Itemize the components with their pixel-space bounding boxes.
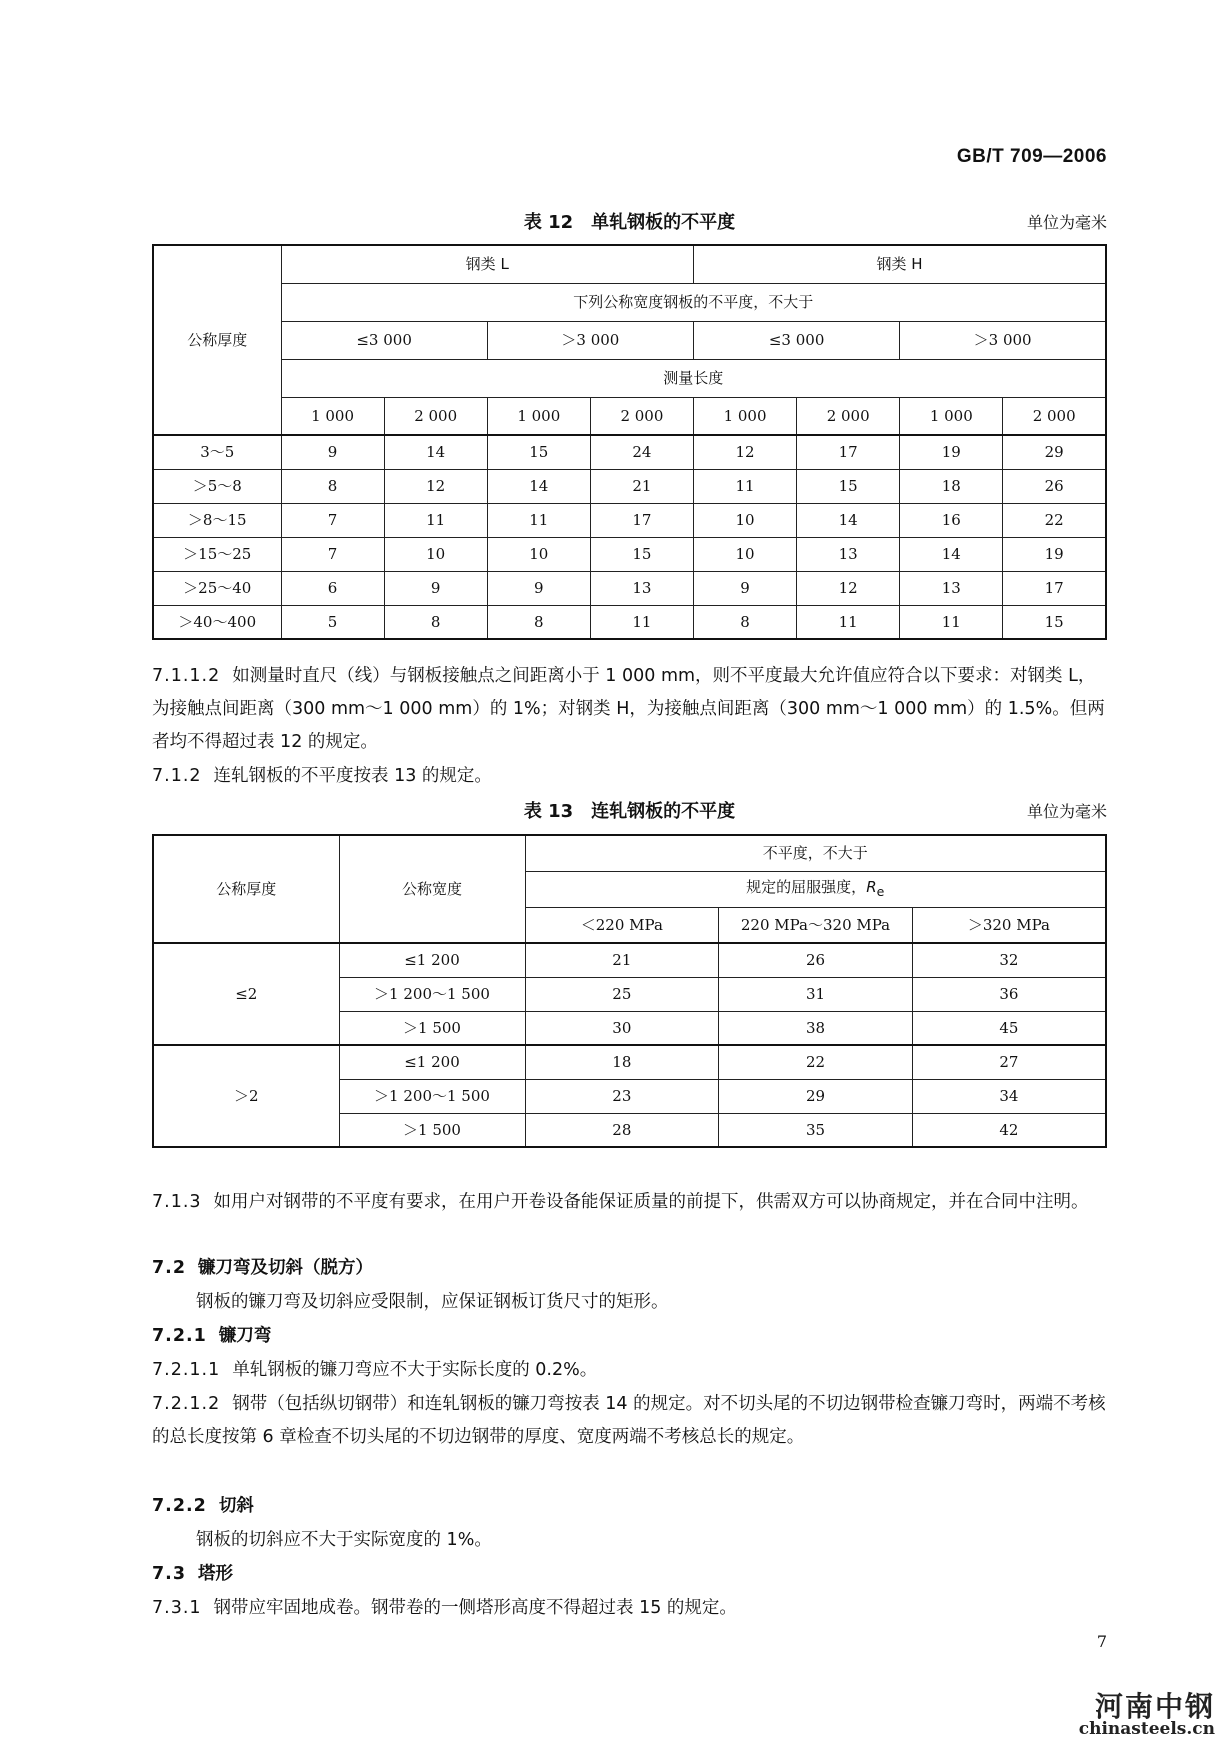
table12-value-cell: 22 [1003,503,1106,537]
table12-width-cell: ＞3 000 [487,321,693,359]
table12-value-cell: 17 [797,435,900,469]
table13-caption-row [152,797,1107,827]
table12-length-cell: 2 000 [384,397,487,435]
table13-value-cell: 25 [525,977,719,1011]
table12-length-cell: 1 000 [900,397,1003,435]
heading-number: 7.2 [152,1258,187,1278]
table12-body [153,435,1106,639]
table12-steel-h-header: 钢类 H [694,245,1107,283]
table13-value-cell: 31 [719,977,913,1011]
table12-value-cell: 18 [900,469,1003,503]
table13-width-cell: ＞1 500 [339,1011,525,1045]
table13-value-cell: 26 [719,943,913,977]
table12-value-cell: 17 [1003,571,1106,605]
site-logo [1078,1690,1215,1739]
para-text: 如用户对钢带的不平度有要求，在用户开卷设备能保证质量的前提下，供需双方可以协商规定，并在合同中注明。 [213,1192,1089,1212]
table13-value-cell: 32 [912,943,1106,977]
table12-value-cell: 24 [590,435,693,469]
table-row [153,537,1106,571]
table12-width-header: 下列公称宽度钢板的不平度，不大于 [281,283,1106,321]
table12-length-cell: 1 000 [694,397,797,435]
table13-width-cell: ＞1 200～1 500 [339,977,525,1011]
para-7-2-1-2 [152,1388,1112,1454]
para-7-2-1-1 [152,1354,1112,1387]
table12-value-cell: 11 [797,605,900,639]
table13-flatness-header: 不平度，不大于 [525,835,1106,871]
para-text: 钢带（包括纵切钢带）和连轧钢板的镰刀弯按表 14 的规定。对不切头尾的不切边钢带检查镰刀弯时，两端不考核的总长度按第 6 章检查不切头尾的不切边钢带的厚度、宽度两端不考核总长的规定。 [152,1394,1106,1447]
table12-value-cell: 12 [797,571,900,605]
table13-value-cell: 34 [912,1079,1106,1113]
table13-value-cell: 29 [719,1079,913,1113]
table12-value-cell: 14 [900,537,1003,571]
table12-thickness-cell: ＞15～25 [153,537,281,571]
table13-strength-cell: 220 MPa～320 MPa [719,907,913,943]
yield-label: 规定的屈服强度， [746,878,867,897]
table12-length-cell: 2 000 [590,397,693,435]
table12-value-cell: 8 [487,605,590,639]
table13-body [153,943,1106,1147]
table12-value-cell: 19 [900,435,1003,469]
table13-yield-header [525,871,1106,907]
standard-code: GB/T 709—2006 [956,146,1107,167]
table12-thickness-cell: ＞40～400 [153,605,281,639]
heading-7-2 [152,1252,1112,1285]
table13-unit: 单位为毫米 [1026,802,1107,821]
heading-text: 镰刀弯 [218,1326,272,1346]
table-row [153,571,1106,605]
table12-value-cell: 7 [281,537,384,571]
table12-value-cell: 10 [487,537,590,571]
para-7-3-1 [152,1592,1112,1625]
para-number: 7.1.2 [152,766,202,786]
table12-value-cell: 8 [281,469,384,503]
table12-value-cell: 13 [900,571,1003,605]
table12-value-cell: 14 [797,503,900,537]
table12-length-row [153,397,1106,435]
table13-width-cell: ≤1 200 [339,1045,525,1079]
table13-value-cell: 30 [525,1011,719,1045]
table13-value-cell: 38 [719,1011,913,1045]
table13-value-cell: 28 [525,1113,719,1147]
table12-value-cell: 26 [1003,469,1106,503]
table13-width-header: 公称宽度 [339,835,525,943]
table12-value-cell: 11 [900,605,1003,639]
table12-measure-length-header: 测量长度 [281,359,1106,397]
table12-value-cell: 14 [384,435,487,469]
heading-7-3 [152,1558,1112,1591]
table12-value-cell: 11 [590,605,693,639]
para-7-2-body: 钢板的镰刀弯及切斜应受限制，应保证钢板订货尺寸的矩形。 [196,1292,669,1312]
table12-thickness-cell: 3～5 [153,435,281,469]
table12-value-cell: 10 [384,537,487,571]
table12-value-cell: 16 [900,503,1003,537]
table12-value-cell: 6 [281,571,384,605]
table12-value-cell: 13 [797,537,900,571]
table12-length-cell: 2 000 [1003,397,1106,435]
site-logo-url: chinasteels.cn [1078,1719,1215,1739]
table12-caption-row [152,208,1107,238]
table13-value-cell: 27 [912,1045,1106,1079]
para-number: 7.1.1.2 [152,666,221,686]
table13-value-cell: 23 [525,1079,719,1113]
heading-number: 7.3 [152,1564,187,1584]
table12-thickness-header: 公称厚度 [153,245,281,435]
table12-thickness-cell: ＞25～40 [153,571,281,605]
table12-value-cell: 12 [384,469,487,503]
table12-value-cell: 15 [590,537,693,571]
table13-value-cell: 35 [719,1113,913,1147]
table13-strength-cell: ＜220 MPa [525,907,719,943]
table-row [153,503,1106,537]
table12-value-cell: 7 [281,503,384,537]
table13-strength-cell: ＞320 MPa [912,907,1106,943]
table12-value-cell: 21 [590,469,693,503]
table12-value-cell: 15 [487,435,590,469]
page-number: 7 [1096,1632,1107,1651]
heading-text: 切斜 [218,1496,254,1516]
table12-value-cell: 15 [797,469,900,503]
table12-value-cell: 9 [384,571,487,605]
heading-number: 7.2.2 [152,1496,207,1516]
table12-value-cell: 10 [694,537,797,571]
para-text: 如测量时直尺（线）与钢板接触点之间距离小于 1 000 mm，则不平度最大允许值应符合以下要求：对钢类 L，为接触点间距离（300 mm～1 000 mm）的 1%；对钢类 H，为接触点间距离（300 mm～1 000 mm）的 1.5%。但两者均不得超过表 12 的规定。 [152,666,1105,752]
table13 [152,834,1107,1148]
table12-value-cell: 29 [1003,435,1106,469]
table13-value-cell: 18 [525,1045,719,1079]
table12-thickness-cell: ＞8～15 [153,503,281,537]
table13-width-cell: ＞1 200～1 500 [339,1079,525,1113]
para-7-1-2 [152,760,1112,793]
table12-width-cell: ≤3 000 [694,321,900,359]
table12-caption: 表 12 单轧钢板的不平度 [523,212,736,233]
para-7-1-3 [152,1186,1112,1219]
table12-value-cell: 10 [694,503,797,537]
table12-value-cell: 14 [487,469,590,503]
table12-steel-l-header: 钢类 L [281,245,694,283]
table-row [153,435,1106,469]
table12-value-cell: 15 [1003,605,1106,639]
table12-length-cell: 2 000 [797,397,900,435]
para-text: 钢带应牢固地成卷。钢带卷的一侧塔形高度不得超过表 15 的规定。 [213,1598,737,1618]
table12-length-cell: 1 000 [487,397,590,435]
para-7-1-1-2 [152,660,1112,759]
heading-number: 7.2.1 [152,1326,207,1346]
table12-thickness-cell: ＞5～8 [153,469,281,503]
table12-value-cell: 9 [487,571,590,605]
heading-7-2-2 [152,1490,1112,1523]
heading-text: 镰刀弯及切斜（脱方） [198,1258,374,1278]
table12-value-cell: 17 [590,503,693,537]
para-number: 7.2.1.1 [152,1360,221,1380]
table-row [153,1045,1106,1079]
table12-value-cell: 11 [487,503,590,537]
table13-thickness-cell: ＞2 [153,1045,339,1147]
table13-width-cell: ≤1 200 [339,943,525,977]
table-row [153,943,1106,977]
table12-length-cell: 1 000 [281,397,384,435]
table13-value-cell: 36 [912,977,1106,1011]
table13-value-cell: 42 [912,1113,1106,1147]
site-logo-name: 河南中钢 [1094,1690,1215,1723]
table12-value-cell: 12 [694,435,797,469]
para-7-2-2-body: 钢板的切斜应不大于实际宽度的 1%。 [196,1530,492,1550]
yield-symbol: R [866,878,877,897]
table12-value-cell: 11 [694,469,797,503]
table13-thickness-cell: ≤2 [153,943,339,1045]
table12-value-cell: 19 [1003,537,1106,571]
table12-value-cell: 13 [590,571,693,605]
heading-text: 塔形 [198,1564,234,1584]
table-row [153,605,1106,639]
para-text: 单轧钢板的镰刀弯应不大于实际长度的 0.2%。 [232,1360,598,1380]
table-row [153,469,1106,503]
table12-value-cell: 9 [281,435,384,469]
para-number: 7.2.1.2 [152,1394,221,1414]
table13-value-cell: 45 [912,1011,1106,1045]
para-number: 7.1.3 [152,1192,202,1212]
table13-caption: 表 13 连轧钢板的不平度 [523,801,736,822]
table12-width-cell: ＞3 000 [900,321,1106,359]
table13-thickness-header: 公称厚度 [153,835,339,943]
table12-value-cell: 5 [281,605,384,639]
table13-width-cell: ＞1 500 [339,1113,525,1147]
table13-value-cell: 21 [525,943,719,977]
heading-7-2-1 [152,1320,1112,1353]
table12 [152,244,1107,640]
para-number: 7.3.1 [152,1598,202,1618]
table13-value-cell: 22 [719,1045,913,1079]
yield-subscript: e [876,884,885,900]
table12-value-cell: 8 [694,605,797,639]
table12-width-cell: ≤3 000 [281,321,487,359]
table12-value-cell: 11 [384,503,487,537]
table12-unit: 单位为毫米 [1026,213,1107,232]
table12-value-cell: 8 [384,605,487,639]
table12-value-cell: 9 [694,571,797,605]
para-text: 连轧钢板的不平度按表 13 的规定。 [213,766,492,786]
